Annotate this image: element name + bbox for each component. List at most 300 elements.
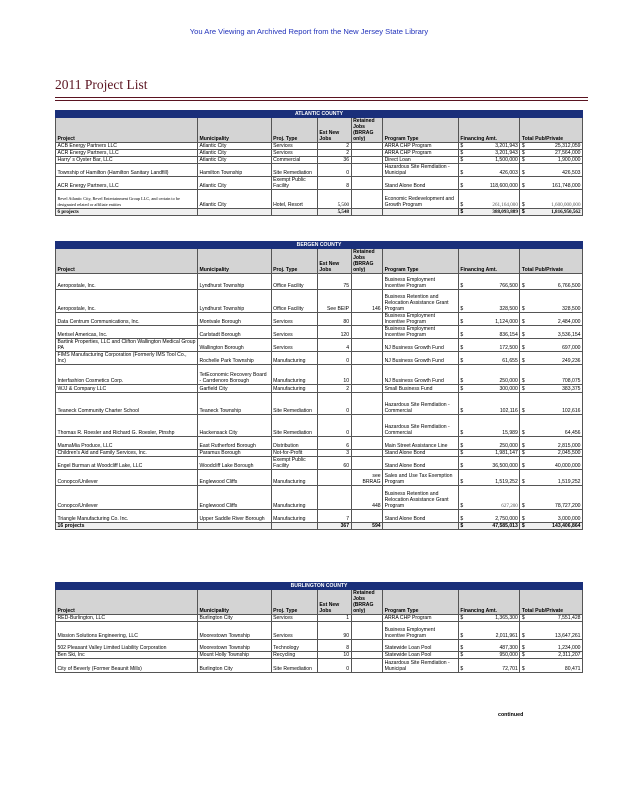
retained-jobs <box>351 177 383 190</box>
program-type: Direct Loan <box>383 157 459 164</box>
est-new-jobs: 0 <box>317 164 351 177</box>
totals-total-pub-private: 143,406,864 <box>528 523 583 530</box>
program-type: Statewide Loan Pool <box>383 640 459 652</box>
continued-note: continued <box>498 712 524 718</box>
dollar-sign: $ <box>520 177 528 190</box>
financing-amt: 250,000 <box>466 437 520 450</box>
total-pub-private: 697,000 <box>528 339 583 352</box>
table-row <box>56 190 583 209</box>
dollar-sign: $ <box>458 457 466 470</box>
proj-type: Recycling <box>271 652 317 659</box>
municipality: Hackensack City <box>198 415 272 437</box>
proj-type: Exempt Public Facility <box>271 177 317 190</box>
col-header-municipality: Municipality <box>198 590 272 615</box>
project-name: Aeropostale, Inc. <box>56 274 198 290</box>
project-name: Harry' s Oyster Bar, LLC <box>56 157 198 164</box>
est-new-jobs: 2 <box>317 385 351 393</box>
table-row <box>56 415 583 437</box>
program-type: Business Employment Incentive Program <box>383 313 459 326</box>
project-name: Engel Burman at Woodcliff Lake, LLC <box>56 457 198 470</box>
financing-amt: 1,981,147 <box>466 450 520 457</box>
totals-blank <box>271 209 317 216</box>
table-row <box>56 640 583 652</box>
proj-type: Services <box>271 339 317 352</box>
county-header: BURLINGTON COUNTY <box>56 583 583 590</box>
table-row <box>56 385 583 393</box>
municipality: Moorestown Township <box>198 622 272 640</box>
dollar-sign: $ <box>520 313 528 326</box>
retained-jobs <box>351 640 383 652</box>
proj-type: Hotel, Resort <box>271 190 317 209</box>
dollar-sign: $ <box>458 437 466 450</box>
financing-amt: 172,500 <box>466 339 520 352</box>
dollar-sign: $ <box>520 326 528 339</box>
est-new-jobs: 8 <box>317 177 351 190</box>
dollar-sign: $ <box>520 523 528 530</box>
totals-blank <box>271 523 317 530</box>
dollar-sign: $ <box>520 470 528 486</box>
county-header: BERGEN COUNTY <box>56 242 583 249</box>
dollar-sign: $ <box>458 290 466 313</box>
project-name: Revel Atlantic City, Revel Entertainment Group LLC, and certain to be designated related or affiliate entities <box>56 190 198 209</box>
proj-type: Manufacturing <box>271 385 317 393</box>
municipality: Lyndhurst Township <box>198 274 272 290</box>
proj-type: Exempt Public Facility <box>271 457 317 470</box>
total-pub-private: 2,484,000 <box>528 313 583 326</box>
dollar-sign: $ <box>458 274 466 290</box>
total-pub-private: 3,536,154 <box>528 326 583 339</box>
est-new-jobs: 75 <box>317 274 351 290</box>
dollar-sign: $ <box>520 339 528 352</box>
program-type: Business Employment Incentive Program <box>383 326 459 339</box>
retained-jobs <box>351 164 383 177</box>
table-row <box>56 177 583 190</box>
dollar-sign: $ <box>520 385 528 393</box>
municipality: Lyndhurst Township <box>198 290 272 313</box>
est-new-jobs: 10 <box>317 365 351 385</box>
proj-type: Office Facility <box>271 290 317 313</box>
proj-type: Site Remediation <box>271 164 317 177</box>
col-header-municipality: Municipality <box>198 118 272 143</box>
totals-est-new-jobs: 367 <box>317 523 351 530</box>
bergen-county-table <box>55 241 583 530</box>
municipality: Wallington Borough <box>198 339 272 352</box>
totals-label: 16 projects <box>56 523 198 530</box>
total-pub-private: 161,748,000 <box>528 177 583 190</box>
dollar-sign: $ <box>520 640 528 652</box>
totals-financing-amt: 388,093,889 <box>466 209 520 216</box>
dollar-sign: $ <box>458 523 466 530</box>
project-name: Triangle Manufacturing Co. Inc. <box>56 510 198 523</box>
retained-jobs: see BRRAG <box>351 470 383 486</box>
program-type: Stand Alone Bond <box>383 457 459 470</box>
financing-amt: 627,200 <box>466 486 520 510</box>
col-header-est-new-jobs: Est New Jobs <box>317 590 351 615</box>
est-new-jobs: 120 <box>317 326 351 339</box>
municipality: Hamilton Township <box>198 164 272 177</box>
total-pub-private: 13,647,261 <box>528 622 583 640</box>
municipality: Rochelle Park Township <box>198 352 272 365</box>
project-name: MamaMia Produce, LLC <box>56 437 198 450</box>
proj-type: Services <box>271 143 317 150</box>
municipality: Englewood Cliffs <box>198 486 272 510</box>
dollar-sign: $ <box>520 659 528 673</box>
municipality: Englewood Cliffs <box>198 470 272 486</box>
total-pub-private: 6,766,500 <box>528 274 583 290</box>
proj-type: Commercial <box>271 157 317 164</box>
dollar-sign: $ <box>458 393 466 415</box>
col-header-est-new-jobs: Est New Jobs <box>317 118 351 143</box>
col-header-financing-amt: Financing Amt. <box>458 249 520 274</box>
table-row <box>56 290 583 313</box>
total-pub-private: 64,456 <box>528 415 583 437</box>
table-row <box>56 510 583 523</box>
total-pub-private: 383,375 <box>528 385 583 393</box>
total-pub-private: 7,551,428 <box>528 615 583 622</box>
financing-amt: 36,500,000 <box>466 457 520 470</box>
col-header-program-type: Program Type <box>383 118 459 143</box>
retained-jobs <box>351 457 383 470</box>
col-header-total-pub-private: Total Pub/Private <box>520 118 583 143</box>
financing-amt: 3,201,943 <box>466 150 520 157</box>
col-header-proj-type: Proj. Type <box>271 249 317 274</box>
dollar-sign: $ <box>458 190 466 209</box>
project-name: City of Beverly (Former Beaunit Mills) <box>56 659 198 673</box>
table-row <box>56 437 583 450</box>
proj-type: Distribution <box>271 437 317 450</box>
totals-retained-jobs: 594 <box>351 523 383 530</box>
financing-amt: 1,500,000 <box>466 157 520 164</box>
dollar-sign: $ <box>458 450 466 457</box>
est-new-jobs: 0 <box>317 352 351 365</box>
program-type: Business Retention and Relocation Assistance Grant Program <box>383 290 459 313</box>
project-name: RED-Burlington, LLC <box>56 615 198 622</box>
municipality: TetEconomic Recovery Board - Carrdenoro Borough <box>198 365 272 385</box>
retained-jobs <box>351 190 383 209</box>
total-pub-private: 1,900,000 <box>528 157 583 164</box>
dollar-sign: $ <box>458 615 466 622</box>
est-new-jobs: 3 <box>317 450 351 457</box>
retained-jobs <box>351 652 383 659</box>
project-name: Children's Aid and Family Services, Inc. <box>56 450 198 457</box>
total-pub-private: 3,000,000 <box>528 510 583 523</box>
project-name: Merisel Americas, Inc. <box>56 326 198 339</box>
retained-jobs <box>351 352 383 365</box>
dollar-sign: $ <box>520 622 528 640</box>
total-pub-private: 2,045,500 <box>528 450 583 457</box>
est-new-jobs: 0 <box>317 393 351 415</box>
col-header-program-type: Program Type <box>383 590 459 615</box>
proj-type: Manufacturing <box>271 470 317 486</box>
retained-jobs <box>351 393 383 415</box>
retained-jobs <box>351 510 383 523</box>
municipality: East Rutherford Borough <box>198 437 272 450</box>
dollar-sign: $ <box>458 415 466 437</box>
table-row <box>56 659 583 673</box>
est-new-jobs: 90 <box>317 622 351 640</box>
table-row <box>56 450 583 457</box>
table-row <box>56 164 583 177</box>
totals-blank <box>198 209 272 216</box>
project-name: ACB Energy Partners LLC <box>56 143 198 150</box>
municipality: Burlington City <box>198 659 272 673</box>
est-new-jobs: 5,500 <box>317 190 351 209</box>
total-pub-private: 78,727,200 <box>528 486 583 510</box>
project-name: Mission Solutions Engineering, LLC <box>56 622 198 640</box>
total-pub-private: 80,471 <box>528 659 583 673</box>
total-pub-private: 1,234,000 <box>528 640 583 652</box>
municipality: Burlington City <box>198 615 272 622</box>
col-header-financing-amt: Financing Amt. <box>458 118 520 143</box>
proj-type: Site Remediation <box>271 393 317 415</box>
table-row <box>56 622 583 640</box>
est-new-jobs <box>317 486 351 510</box>
dollar-sign: $ <box>520 652 528 659</box>
retained-jobs <box>351 157 383 164</box>
proj-type: Manufacturing <box>271 486 317 510</box>
proj-type: Manufacturing <box>271 510 317 523</box>
column-header-row <box>56 118 583 143</box>
project-name: Conopco/Unilever <box>56 486 198 510</box>
totals-blank <box>383 523 459 530</box>
table-row <box>56 393 583 415</box>
project-name: ACR Energy Partners, LLC <box>56 177 198 190</box>
municipality: Carlstadt Borough <box>198 326 272 339</box>
table-row <box>56 143 583 150</box>
proj-type: Services <box>271 622 317 640</box>
total-pub-private: 426,503 <box>528 164 583 177</box>
dollar-sign: $ <box>458 177 466 190</box>
dollar-sign: $ <box>458 652 466 659</box>
est-new-jobs: 4 <box>317 339 351 352</box>
proj-type: Technology <box>271 640 317 652</box>
municipality: Upper Saddle River Borough <box>198 510 272 523</box>
retained-jobs: 448 <box>351 486 383 510</box>
burlington-county-table <box>55 582 583 673</box>
col-header-proj-type: Proj. Type <box>271 590 317 615</box>
financing-amt: 102,116 <box>466 393 520 415</box>
project-name: Interfashion Cosmetics Corp. <box>56 365 198 385</box>
dollar-sign: $ <box>520 457 528 470</box>
retained-jobs <box>351 622 383 640</box>
est-new-jobs: 10 <box>317 652 351 659</box>
est-new-jobs: 6 <box>317 437 351 450</box>
col-header-project: Project <box>56 249 198 274</box>
totals-row <box>56 209 583 216</box>
total-pub-private: 40,000,000 <box>528 457 583 470</box>
program-type: Business Retention and Relocation Assistance Grant Program <box>383 486 459 510</box>
total-pub-private: 102,616 <box>528 393 583 415</box>
dollar-sign: $ <box>458 470 466 486</box>
est-new-jobs: 36 <box>317 157 351 164</box>
project-name: Thomas R. Roesler and Richard G. Roesler, Ptnshp <box>56 415 198 437</box>
est-new-jobs <box>317 470 351 486</box>
col-header-total-pub-private: Total Pub/Private <box>520 590 583 615</box>
table-row <box>56 486 583 510</box>
dollar-sign: $ <box>458 622 466 640</box>
financing-amt: 836,154 <box>466 326 520 339</box>
project-name: Teaneck Community Charter School <box>56 393 198 415</box>
proj-type: Manufacturing <box>271 352 317 365</box>
table-row <box>56 274 583 290</box>
program-type: Hazardous Site Remdiation - Commercial <box>383 415 459 437</box>
retained-jobs <box>351 313 383 326</box>
financing-amt: 15,989 <box>466 415 520 437</box>
dollar-sign: $ <box>458 339 466 352</box>
financing-amt: 3,201,943 <box>466 143 520 150</box>
financing-amt: 261,164,000 <box>466 190 520 209</box>
retained-jobs <box>351 339 383 352</box>
total-pub-private: 1,519,252 <box>528 470 583 486</box>
dollar-sign: $ <box>520 274 528 290</box>
dollar-sign: $ <box>520 157 528 164</box>
totals-retained-jobs <box>351 209 383 216</box>
totals-est-new-jobs: 5,548 <box>317 209 351 216</box>
program-type: NJ Business Growth Fund <box>383 365 459 385</box>
table-row <box>56 615 583 622</box>
est-new-jobs: 2 <box>317 143 351 150</box>
retained-jobs <box>351 150 383 157</box>
financing-amt: 1,365,300 <box>466 615 520 622</box>
municipality: Woodcliff Lake Borough <box>198 457 272 470</box>
financing-amt: 2,011,961 <box>466 622 520 640</box>
program-type: Statewide Loan Pool <box>383 652 459 659</box>
proj-type: Site Remediation <box>271 659 317 673</box>
est-new-jobs: 0 <box>317 415 351 437</box>
program-type: NJ Business Growth Fund <box>383 339 459 352</box>
dollar-sign: $ <box>520 209 528 216</box>
municipality: Paramus Borough <box>198 450 272 457</box>
totals-blank <box>383 209 459 216</box>
financing-amt: 118,600,000 <box>466 177 520 190</box>
dollar-sign: $ <box>458 143 466 150</box>
dollar-sign: $ <box>520 450 528 457</box>
est-new-jobs: 0 <box>317 659 351 673</box>
total-pub-private: 25,312,059 <box>528 143 583 150</box>
proj-type: Site Remediation <box>271 415 317 437</box>
financing-amt: 61,655 <box>466 352 520 365</box>
proj-type: Office Facility <box>271 274 317 290</box>
dollar-sign: $ <box>458 326 466 339</box>
col-header-project: Project <box>56 118 198 143</box>
municipality: Garfield City <box>198 385 272 393</box>
dollar-sign: $ <box>520 510 528 523</box>
project-name: Data Centrum Communications, Inc. <box>56 313 198 326</box>
financing-amt: 766,500 <box>466 274 520 290</box>
dollar-sign: $ <box>458 659 466 673</box>
proj-type: Services <box>271 326 317 339</box>
dollar-sign: $ <box>520 415 528 437</box>
dollar-sign: $ <box>520 352 528 365</box>
retained-jobs <box>351 274 383 290</box>
financing-amt: 950,000 <box>466 652 520 659</box>
dollar-sign: $ <box>458 209 466 216</box>
table-row <box>56 457 583 470</box>
totals-label: 6 projects <box>56 209 198 216</box>
est-new-jobs: 1 <box>317 615 351 622</box>
financing-amt: 250,000 <box>466 365 520 385</box>
program-type: NJ Business Growth Fund <box>383 352 459 365</box>
col-header-proj-type: Proj. Type <box>271 118 317 143</box>
table-row <box>56 652 583 659</box>
program-type: Sales and Use Tax Exemption Program <box>383 470 459 486</box>
proj-type: Services <box>271 615 317 622</box>
program-type: Business Employment Incentive Program <box>383 622 459 640</box>
column-header-row <box>56 249 583 274</box>
retained-jobs <box>351 450 383 457</box>
municipality: Atlantic City <box>198 190 272 209</box>
dollar-sign: $ <box>520 290 528 313</box>
total-pub-private: 1,600,000,000 <box>528 190 583 209</box>
col-header-retained-jobs: Retained Jobs (BRRAG only) <box>351 118 383 143</box>
program-type: Main Street Assistance Line <box>383 437 459 450</box>
total-pub-private: 2,311,207 <box>528 652 583 659</box>
dollar-sign: $ <box>458 510 466 523</box>
col-header-municipality: Municipality <box>198 249 272 274</box>
program-type: Stand Alone Bond <box>383 510 459 523</box>
totals-financing-amt: 47,585,013 <box>466 523 520 530</box>
project-name: FIMS Manufacturing Corporation (Formerly IMS Tool Co., Inc) <box>56 352 198 365</box>
municipality: Atlantic City <box>198 150 272 157</box>
dollar-sign: $ <box>520 393 528 415</box>
dollar-sign: $ <box>458 352 466 365</box>
total-pub-private: 708,075 <box>528 365 583 385</box>
col-header-est-new-jobs: Est New Jobs <box>317 249 351 274</box>
proj-type: Services <box>271 150 317 157</box>
total-pub-private: 249,236 <box>528 352 583 365</box>
dollar-sign: $ <box>458 157 466 164</box>
dollar-sign: $ <box>520 190 528 209</box>
dollar-sign: $ <box>520 486 528 510</box>
table-row <box>56 150 583 157</box>
dollar-sign: $ <box>520 437 528 450</box>
col-header-financing-amt: Financing Amt. <box>458 590 520 615</box>
total-pub-private: 27,564,000 <box>528 150 583 157</box>
total-pub-private: 2,815,000 <box>528 437 583 450</box>
dollar-sign: $ <box>520 365 528 385</box>
retained-jobs <box>351 415 383 437</box>
program-type: ARRA CHP Program <box>383 615 459 622</box>
title-rule-bottom <box>55 100 588 101</box>
program-type: ARRA CHP Program <box>383 150 459 157</box>
project-name: Aeropostale, Inc. <box>56 290 198 313</box>
table-row <box>56 313 583 326</box>
totals-blank <box>198 523 272 530</box>
financing-amt: 328,500 <box>466 290 520 313</box>
table-row <box>56 365 583 385</box>
dollar-sign: $ <box>458 486 466 510</box>
project-name: ACR Energy Partners, LLC <box>56 150 198 157</box>
dollar-sign: $ <box>520 150 528 157</box>
est-new-jobs: See BEIP <box>317 290 351 313</box>
dollar-sign: $ <box>520 143 528 150</box>
financing-amt: 487,300 <box>466 640 520 652</box>
municipality: Montvale Borough <box>198 313 272 326</box>
est-new-jobs: 80 <box>317 313 351 326</box>
program-type: Hazardous Site Remdiation - Municipal <box>383 659 459 673</box>
table-row <box>56 352 583 365</box>
proj-type: Services <box>271 313 317 326</box>
dollar-sign: $ <box>458 385 466 393</box>
dollar-sign: $ <box>458 150 466 157</box>
municipality: Atlantic City <box>198 177 272 190</box>
project-name: Ben Ski, Inc <box>56 652 198 659</box>
retained-jobs <box>351 615 383 622</box>
program-type: Business Employment Incentive Program <box>383 274 459 290</box>
atlantic-county-table <box>55 110 583 216</box>
county-header: ATLANTIC COUNTY <box>56 111 583 118</box>
municipality: Moorestown Township <box>198 640 272 652</box>
